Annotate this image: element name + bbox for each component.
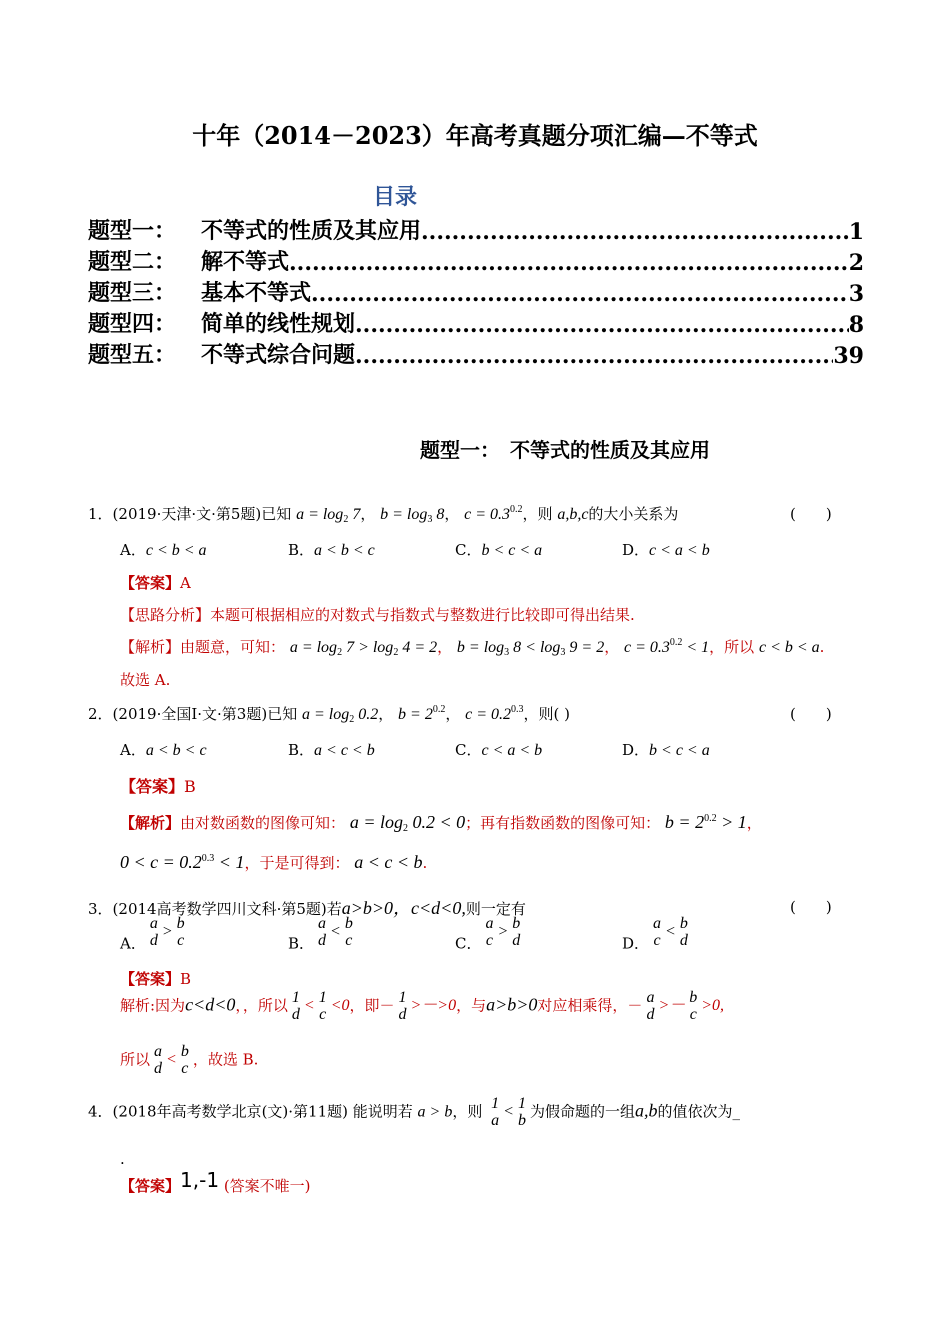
formula: a < b < c xyxy=(145,742,207,759)
formula: $a = \log_2 0.2$ xyxy=(301,706,379,725)
answer-line xyxy=(120,968,191,989)
option-b[interactable] xyxy=(288,916,357,953)
toc-heading: 目录 xyxy=(372,184,417,210)
option-b[interactable] xyxy=(288,539,375,560)
toc-label: 题型一： xyxy=(88,218,177,244)
option-c[interactable] xyxy=(455,739,542,760)
analysis-line-2 xyxy=(120,1044,258,1078)
answer-tag: 【答案】 xyxy=(120,777,185,796)
toc-text: 不等式的性质及其应用 xyxy=(201,218,422,244)
formula: a,b,c xyxy=(557,506,589,523)
option-label: D． xyxy=(622,934,650,953)
answer-value: A xyxy=(180,574,191,592)
question-text: 为假命题的一组 xyxy=(529,1102,635,1121)
formula: a < c < b xyxy=(314,742,375,759)
option-label: B． xyxy=(288,541,315,559)
toc-text: 解不等式 xyxy=(201,249,290,275)
analysis-text: 由对数函数的图像可知： xyxy=(180,814,346,832)
toc-page: 3 xyxy=(848,281,864,307)
formula: $a = \log_2 0.2 < 0$ xyxy=(349,812,466,834)
formula: c < a < b xyxy=(481,742,543,759)
question-2-stem: 2．(2019·全国Ⅰ·文·第3题)已知 $a = \log_2 0.2$， $b = 2^{0.2}$， $c = 0.2^{0.3}$，则( ) xyxy=(88,704,570,725)
question-number: 4． xyxy=(88,1102,113,1121)
formula: $b = 2^{0.2}$ xyxy=(398,704,446,723)
analysis-line: 解析:因为c<d<0，，所以 1 d < 1 c <0，即－ 1 d >－>0，与a>b>0对应相乘得，－ a d >－ b c >0, xyxy=(120,989,725,1023)
answer-tag: 【答案】 xyxy=(120,1177,181,1195)
analysis-text: ，故选 B. xyxy=(192,1050,259,1069)
toc-text: 简单的线性规划 xyxy=(201,311,356,337)
question-source: (2014高考数学四川文科·第5题)若 xyxy=(112,900,342,918)
analysis-text: ；再有指数函数的图像可知： xyxy=(465,814,661,832)
formula: $a = \log_2 7$ xyxy=(296,506,361,525)
document-title: 十年（2014－2023）年高考真题分项汇编—不等式 xyxy=(192,121,758,150)
formula: $c = 0.3^{0.2} < 1$ xyxy=(623,637,710,656)
answer-note: (答案不唯一) xyxy=(223,1177,311,1195)
formula: a d >－ b c >0, xyxy=(646,989,725,1023)
formula: $b = 2^{0.2} > 1$ xyxy=(664,812,747,832)
formula: a < b < c xyxy=(314,542,375,559)
question-4-stem xyxy=(88,1096,740,1130)
toc-page: 1 xyxy=(848,219,864,245)
toc-leader xyxy=(421,219,849,245)
formula: c<d<0 xyxy=(185,994,236,1015)
analysis-text: ，与 xyxy=(456,996,487,1015)
thinking-text: 本题可根据相应的对数式与指数式与整数进行比较即可得出结果. xyxy=(210,606,635,624)
option-c[interactable] xyxy=(455,539,542,560)
option-b[interactable] xyxy=(288,739,375,760)
formula: $a = \log_2 7 > \log_2 4 = 2$ xyxy=(289,639,438,658)
formula: a d < b c xyxy=(154,1043,189,1077)
question-number: 2． xyxy=(88,705,113,723)
formula: $c = 0.2^{0.3}$ xyxy=(465,704,524,723)
formula: a > b xyxy=(417,1103,453,1121)
answer-tag: 【答案】 xyxy=(120,970,181,988)
thinking-tag: 【思路分析】 xyxy=(120,606,211,624)
option-label: D． xyxy=(622,541,650,559)
answer-tag: 【答案】 xyxy=(120,574,181,592)
formula: $0 < c = 0.2^{0.3} < 1$ xyxy=(120,852,245,872)
formula: a c > b d xyxy=(485,915,521,949)
toc-page: 39 xyxy=(833,343,864,369)
answer-blank: ( ) xyxy=(790,898,832,916)
formula: a d < b c xyxy=(318,915,353,949)
toc-entry-4[interactable] xyxy=(88,307,864,338)
formula: a>b>0，c<d<0, xyxy=(341,898,466,918)
option-a[interactable] xyxy=(120,739,207,760)
formula: c < b < a xyxy=(145,542,207,559)
option-label: D． xyxy=(622,741,650,759)
question-text: 的值依次为_ xyxy=(657,1102,740,1121)
formula: c < b < a xyxy=(758,639,820,656)
formula: $b = \log_3 8$ xyxy=(380,506,445,525)
question-source: (2019·全国Ⅰ·文·第3题)已知 xyxy=(112,705,298,723)
analysis-text: ，所以 xyxy=(242,996,288,1015)
answer-line xyxy=(120,1168,311,1196)
answer-blank: ( ) xyxy=(790,705,832,723)
toc-entry-1[interactable] xyxy=(88,214,864,245)
analysis-text: 解析:因为 xyxy=(120,996,186,1015)
option-c[interactable] xyxy=(455,916,524,953)
answer-line xyxy=(120,774,196,797)
option-a[interactable] xyxy=(120,916,189,953)
analysis-text: 所以 xyxy=(120,1050,151,1069)
option-label: C． xyxy=(455,741,482,759)
analysis-text: ，于是可得到： xyxy=(244,854,350,872)
analysis-tag: 【解析】 xyxy=(120,638,181,656)
option-label: C． xyxy=(455,934,482,953)
toc-label: 题型四： xyxy=(88,311,177,337)
formula: a,b xyxy=(634,1100,658,1121)
question-text: 的大小关系为 xyxy=(588,505,679,523)
analysis-line: 【解析】由题意，可知： $a = \log_2 7 > \log_2 4 = 2$， $b = \log_3 8 < \log_3 9 = 2$， $c = 0.3^{0.2} < 1$，所以 c < b < a. xyxy=(120,637,825,658)
formula: c < a < b xyxy=(649,542,710,559)
conclusion-line: 故选 A. xyxy=(120,671,171,689)
formula: a < c < b xyxy=(354,852,423,872)
toc-label: 题型三： xyxy=(88,280,177,306)
toc-leader xyxy=(355,343,833,369)
answer-value: B xyxy=(180,970,192,988)
option-label: A． xyxy=(120,541,146,559)
analysis-text: ，即－ xyxy=(349,996,395,1015)
option-d[interactable] xyxy=(622,739,710,760)
toc-text: 基本不等式 xyxy=(201,280,312,306)
formula: 1 a < 1 b xyxy=(491,1095,526,1129)
analysis-text: ，所以 xyxy=(709,638,755,656)
analysis-text: 由题意，可知： xyxy=(180,638,286,656)
option-label: A． xyxy=(120,934,146,953)
question-4-dot: . xyxy=(120,1150,125,1168)
formula: b < c < a xyxy=(481,542,543,559)
analysis-line-2: $0 < c = 0.2^{0.3} < 1$，于是可得到： a < c < b. xyxy=(120,852,428,872)
formula: $c = 0.3^{0.2}$ xyxy=(464,504,523,523)
toc-page: 2 xyxy=(848,250,864,276)
analysis-text: 对应相乘得，－ xyxy=(537,996,643,1015)
thinking-line xyxy=(120,604,635,625)
question-number: 3． xyxy=(88,900,113,918)
option-label: B． xyxy=(288,741,315,759)
formula: $b = \log_3 8 < \log_3 9 = 2$ xyxy=(456,639,605,658)
option-label: C． xyxy=(455,541,482,559)
formula: a c < b d xyxy=(653,915,688,949)
toc-leader xyxy=(311,281,849,307)
question-1-stem: 1．(2019·天津·文·第5题)已知 $a = \log_2 7$， $b = \log_3 8$， $c = 0.3^{0.2}$，则 a,b,c的大小关系为 xyxy=(88,504,679,525)
analysis-line: 【解析】由对数函数的图像可知： $a = \log_2 0.2 < 0$；再有指数函数的图像可知： $b = 2^{0.2} > 1$， xyxy=(120,812,762,834)
question-source: (2019·天津·文·第5题)已知 xyxy=(112,505,292,523)
answer-blank: ( ) xyxy=(790,505,832,523)
toc-label: 题型二： xyxy=(88,249,177,275)
toc-text: 不等式综合问题 xyxy=(201,342,356,368)
formula: a>b>0 xyxy=(486,994,538,1015)
toc-label: 题型五： xyxy=(88,342,177,368)
option-label: B． xyxy=(288,934,315,953)
question-text: 则一定有 xyxy=(465,900,526,918)
question-number: 1． xyxy=(88,505,113,523)
section-heading: 题型一： 不等式的性质及其应用 xyxy=(420,438,710,462)
option-d[interactable] xyxy=(622,916,692,953)
formula: 1 d < 1 c <0 xyxy=(291,989,350,1023)
toc-leader xyxy=(289,250,849,276)
formula: b < c < a xyxy=(649,742,710,759)
answer-value: 1,-1 xyxy=(180,1168,220,1192)
question-text: ，则 xyxy=(523,705,554,723)
toc-leader xyxy=(355,312,849,338)
question-source: (2018年高考数学北京(文)·第11题) 能说明若 xyxy=(112,1102,413,1121)
formula: 1 d >－>0 xyxy=(398,989,457,1023)
question-text: ，则 xyxy=(452,1102,483,1121)
option-d[interactable] xyxy=(622,539,710,560)
toc-entry-3[interactable] xyxy=(88,276,864,307)
toc-entry-5[interactable] xyxy=(88,338,864,369)
option-a[interactable] xyxy=(120,539,207,560)
toc-page: 8 xyxy=(848,312,864,338)
analysis-tag: 【解析】 xyxy=(120,814,181,832)
option-label: A． xyxy=(120,741,146,759)
formula: a d > b c xyxy=(149,915,185,949)
toc-entry-2[interactable] xyxy=(88,245,864,276)
answer-value: B xyxy=(184,777,196,796)
answer-line xyxy=(120,572,191,593)
